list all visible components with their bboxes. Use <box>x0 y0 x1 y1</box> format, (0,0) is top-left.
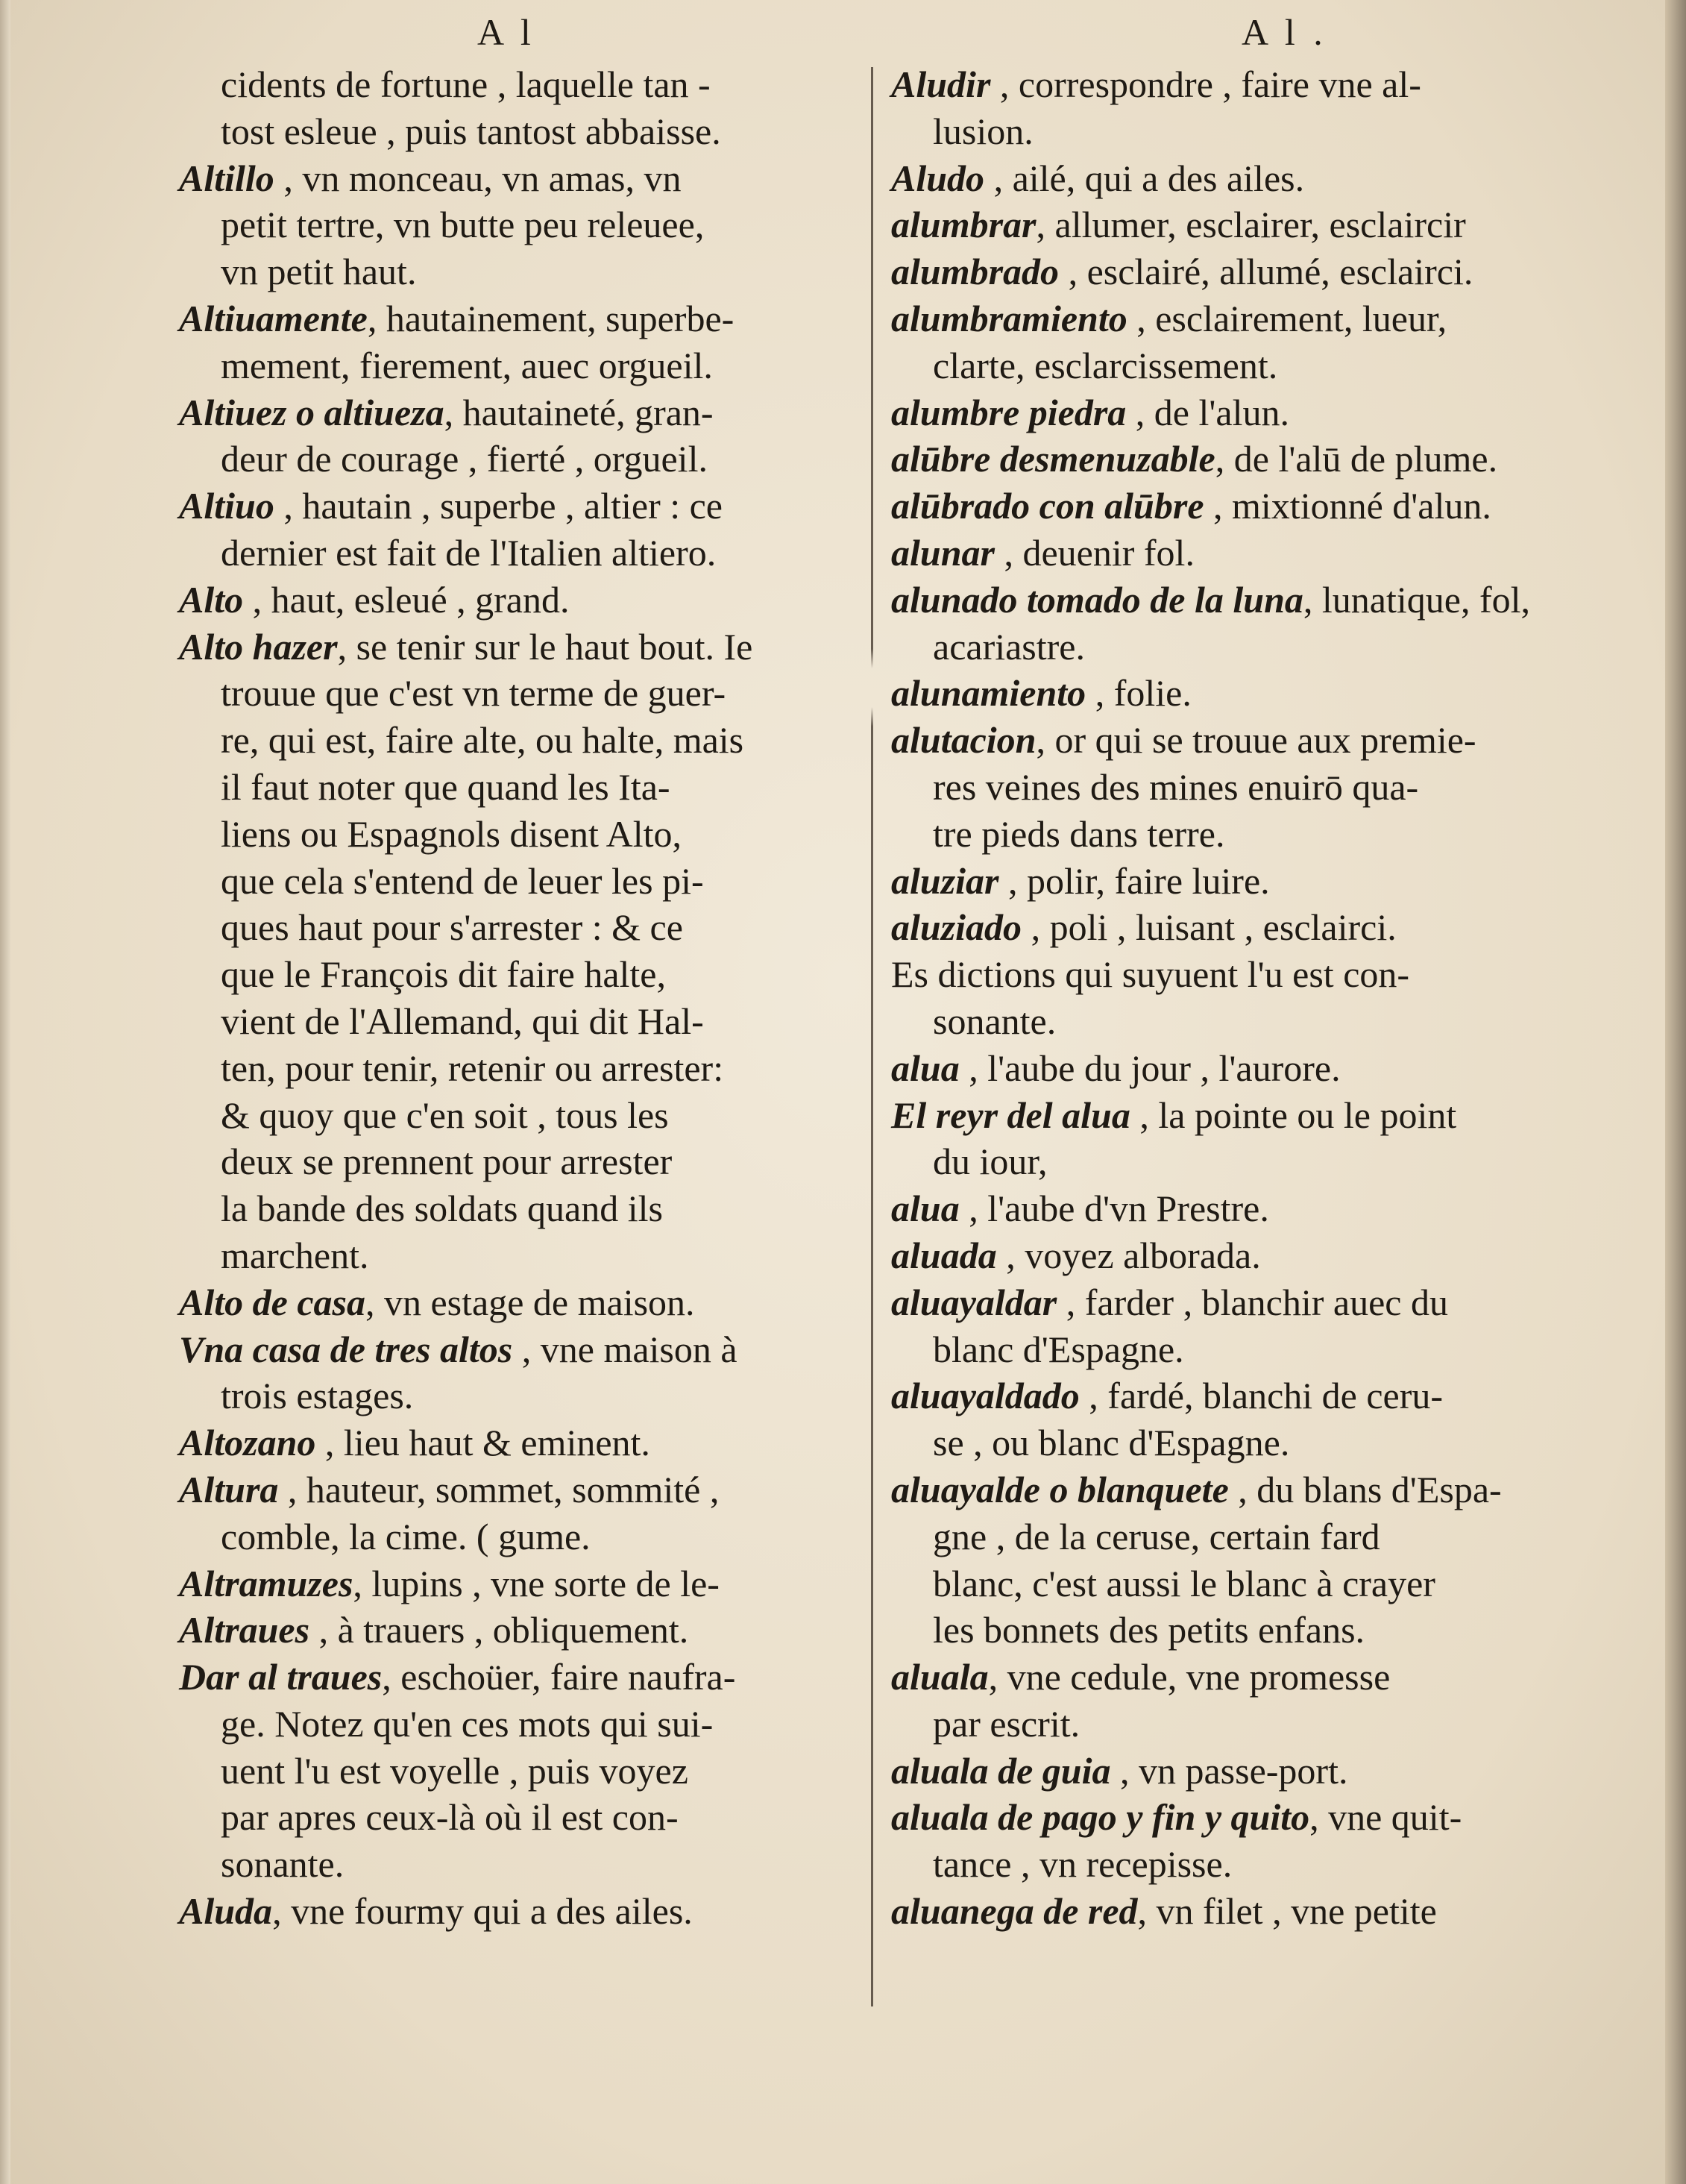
entry-headword: Vna casa de tres altos <box>179 1328 513 1370</box>
entry-text: , de l'alun. <box>1126 391 1289 433</box>
entry-text: les bonnets des petits enfans. <box>933 1609 1365 1651</box>
entry-headword: alumbramiento <box>891 297 1127 339</box>
entry-text: , vn monceau, vn amas, vn <box>274 157 682 199</box>
entry-text: clarte, esclarcissement. <box>933 344 1278 386</box>
dictionary-line <box>179 389 865 436</box>
entry-headword: aluanega de red <box>891 1890 1138 1933</box>
entry-headword: aluayaldar <box>891 1281 1057 1323</box>
entry-text: vient de l'Allemand, qui dit Hal- <box>221 1000 704 1042</box>
dictionary-line <box>179 530 865 577</box>
entry-text: que le François dit faire halte, <box>221 953 666 996</box>
entry-text: , lupins , vne sorte de le- <box>353 1562 720 1604</box>
dictionary-line <box>179 1138 865 1185</box>
page-right-edge <box>1665 0 1686 2184</box>
entry-text: , hautaineté, gran- <box>444 391 714 433</box>
entry-text: , polir, faire luire. <box>998 859 1270 902</box>
entry-text: , haut, esleué , grand. <box>243 578 570 621</box>
entry-headword: alua <box>891 1187 960 1230</box>
dictionary-line <box>891 1794 1592 1841</box>
entry-text: , vne cedule, vne promesse <box>988 1656 1391 1698</box>
page-left-edge <box>0 0 10 2184</box>
entry-headword: alumbrar <box>891 204 1037 246</box>
dictionary-line <box>179 342 865 389</box>
dictionary-line <box>179 1466 865 1513</box>
entry-text: , esclairé, allumé, esclairci. <box>1059 251 1473 293</box>
dictionary-line <box>179 577 865 624</box>
dictionary-line <box>179 1232 865 1279</box>
dictionary-line <box>891 389 1592 436</box>
entry-text: , vne fourmy qui a des ailes. <box>272 1890 693 1933</box>
dictionary-line <box>891 342 1592 389</box>
entry-text: , farder , blanchir auec du <box>1057 1281 1448 1323</box>
entry-headword: Altramuzes <box>179 1562 353 1604</box>
entry-text: dernier est fait de l'Italien altiero. <box>221 531 717 574</box>
dictionary-line <box>891 951 1592 998</box>
dictionary-line <box>179 1748 865 1795</box>
entry-text: , l'aube du jour , l'aurore. <box>959 1046 1341 1089</box>
dictionary-line <box>179 248 865 295</box>
entry-text: , lunatique, fol, <box>1303 578 1530 621</box>
running-head-left: A l <box>477 11 535 53</box>
entry-headword: Altozano <box>179 1422 316 1464</box>
dictionary-line <box>179 201 865 248</box>
entry-text: Es dictions qui suyuent l'u est con- <box>891 953 1410 996</box>
entry-text: liens ou Espagnols disent Alto, <box>221 812 682 855</box>
dictionary-line <box>891 1841 1592 1888</box>
dictionary-line <box>891 577 1592 624</box>
dictionary-line <box>891 530 1592 577</box>
entry-text: , allumer, esclairer, esclaircir <box>1036 204 1466 246</box>
entry-text: , de l'alū de plume. <box>1215 438 1498 480</box>
dictionary-line <box>891 717 1592 764</box>
dictionary-line <box>179 1607 865 1654</box>
entry-text: , à trauers , obliquement. <box>309 1609 689 1651</box>
dictionary-line <box>179 811 865 858</box>
entry-text: par apres ceux-là où il est con- <box>221 1796 679 1839</box>
entry-text: , l'aube d'vn Prestre. <box>959 1187 1269 1230</box>
entry-text: acariastre. <box>933 625 1086 668</box>
dictionary-line <box>891 670 1592 717</box>
entry-text: , hautain , superbe , altier : ce <box>274 485 723 527</box>
column-divider <box>871 67 873 2006</box>
dictionary-line <box>891 1372 1592 1419</box>
entry-text: comble, la cime. ( gume. <box>221 1515 591 1557</box>
entry-text: ge. Notez qu'en ces mots qui sui- <box>221 1702 714 1745</box>
entry-text: uent l'u est voyelle , puis voyez <box>221 1749 688 1792</box>
dictionary-line <box>891 248 1592 295</box>
entry-text: par escrit. <box>933 1702 1081 1745</box>
entry-text: vn petit haut. <box>221 251 417 293</box>
entry-headword: Alto <box>179 578 244 621</box>
entry-text: , esclairement, lueur, <box>1127 297 1447 339</box>
entry-headword: Aluda <box>179 1890 273 1933</box>
dictionary-line <box>891 998 1592 1045</box>
entry-text: blanc d'Espagne. <box>933 1328 1184 1370</box>
dictionary-line <box>179 1419 865 1466</box>
entry-text: ques haut pour s'arrester : & ce <box>221 906 683 949</box>
dictionary-line <box>179 1045 865 1092</box>
dictionary-line <box>179 1092 865 1139</box>
dictionary-line <box>179 1513 865 1560</box>
dictionary-line <box>179 61 865 108</box>
dictionary-line <box>891 1232 1592 1279</box>
dictionary-line <box>179 108 865 155</box>
entry-text: , or qui se trouue aux premie- <box>1036 719 1476 762</box>
entry-text: que cela s'entend de leuer les pi- <box>221 859 704 902</box>
dictionary-line <box>179 1888 865 1935</box>
entry-text: lusion. <box>933 110 1034 152</box>
entry-headword: Alto de casa <box>179 1281 365 1323</box>
entry-text: re, qui est, faire alte, ou halte, mais <box>221 719 744 762</box>
dictionary-line <box>891 1045 1592 1092</box>
dictionary-line <box>179 483 865 530</box>
entry-text: tre pieds dans terre. <box>933 812 1225 855</box>
entry-text: sonante. <box>933 1000 1057 1042</box>
entry-text: sonante. <box>221 1843 345 1886</box>
entry-headword: aluada <box>891 1234 997 1276</box>
entry-text: , deuenir fol. <box>994 531 1195 574</box>
dictionary-line <box>891 1560 1592 1607</box>
entry-headword: aluala <box>891 1656 989 1698</box>
entry-text: res veines des mines enuirō qua- <box>933 765 1419 808</box>
entry-text: & quoy que c'en soit , tous les <box>221 1093 669 1136</box>
entry-headword: alunado tomado de la luna <box>891 578 1303 621</box>
entry-text: , lieu haut & eminent. <box>315 1422 650 1464</box>
entry-text: , hauteur, sommet, sommité , <box>278 1468 720 1510</box>
entry-headword: alutacion <box>891 719 1037 762</box>
entry-text: , la pointe ou le point <box>1130 1093 1457 1136</box>
entry-text: tost esleue , puis tantost abbaisse. <box>221 110 721 152</box>
dictionary-line <box>179 155 865 202</box>
dictionary-line <box>891 1888 1592 1935</box>
entry-text: du iour, <box>933 1140 1048 1183</box>
entry-text: , correspondre , faire vne al- <box>990 63 1421 105</box>
entry-headword: Aludir <box>891 63 991 105</box>
entry-text: , eschoüer, faire naufra- <box>382 1656 736 1698</box>
entry-text: blanc, c'est aussi le blanc à crayer <box>933 1562 1435 1604</box>
dictionary-line <box>891 1513 1592 1560</box>
entry-text: , ailé, qui a des ailes. <box>984 157 1305 199</box>
dictionary-line <box>891 1185 1592 1232</box>
entry-text: se , ou blanc d'Espagne. <box>933 1422 1290 1464</box>
dictionary-line <box>891 436 1592 483</box>
entry-text: petit tertre, vn butte peu releuee, <box>221 204 705 246</box>
dictionary-line <box>179 1560 865 1607</box>
dictionary-line <box>891 108 1592 155</box>
dictionary-line <box>179 717 865 764</box>
entry-text: la bande des soldats quand ils <box>221 1187 663 1230</box>
dictionary-line <box>891 1419 1592 1466</box>
dictionary-line <box>891 1466 1592 1513</box>
right-column <box>891 61 1592 1935</box>
dictionary-line <box>891 1607 1592 1654</box>
dictionary-line <box>179 624 865 671</box>
entry-headword: Alto hazer <box>179 625 338 668</box>
dictionary-line <box>891 764 1592 811</box>
entry-text: deur de courage , fierté , orgueil. <box>221 438 708 480</box>
dictionary-line <box>891 858 1592 905</box>
entry-text: il faut noter que quand les Ita- <box>221 765 670 808</box>
dictionary-line <box>891 295 1592 342</box>
entry-text: trois estages. <box>221 1375 414 1417</box>
dictionary-line <box>179 1701 865 1748</box>
entry-headword: aluziado <box>891 906 1022 949</box>
entry-text: cidents de fortune , laquelle tan - <box>221 63 711 105</box>
dictionary-line <box>179 436 865 483</box>
entry-text: , poli , luisant , esclairci. <box>1022 906 1397 949</box>
entry-headword: alumbrado <box>891 251 1060 293</box>
entry-headword: alumbre piedra <box>891 391 1127 433</box>
dictionary-line <box>891 1092 1592 1139</box>
dictionary-line <box>891 155 1592 202</box>
entry-headword: alūbre desmenuzable <box>891 438 1215 480</box>
entry-text: mement, fierement, auec orgueil. <box>221 344 713 386</box>
dictionary-line <box>179 998 865 1045</box>
dictionary-line <box>179 858 865 905</box>
entry-headword: Altiuamente <box>179 297 368 339</box>
dictionary-line <box>179 1326 865 1373</box>
entry-text: , vne quit- <box>1309 1796 1462 1839</box>
dictionary-line <box>891 1654 1592 1701</box>
dictionary-line <box>891 483 1592 530</box>
entry-headword: Altiuez o altiueza <box>179 391 444 433</box>
entry-headword: aluala de pago y fin y quito <box>891 1796 1310 1839</box>
dictionary-line <box>179 1185 865 1232</box>
entry-headword: alūbrado con alūbre <box>891 485 1204 527</box>
dictionary-line <box>179 1372 865 1419</box>
dictionary-line <box>891 1701 1592 1748</box>
entry-text: , vne maison à <box>512 1328 737 1370</box>
entry-text: , fardé, blanchi de ceru- <box>1079 1375 1444 1417</box>
dictionary-line <box>179 764 865 811</box>
entry-text: , se tenir sur le haut bout. Ie <box>337 625 753 668</box>
entry-text: , vn estage de maison. <box>365 1281 695 1323</box>
dictionary-line <box>891 904 1592 951</box>
entry-headword: El reyr del alua <box>891 1093 1130 1136</box>
entry-headword: alunamiento <box>891 672 1086 715</box>
entry-headword: Dar al traues <box>179 1656 383 1698</box>
entry-headword: Altraues <box>179 1609 310 1651</box>
dictionary-line <box>891 61 1592 108</box>
entry-text: deux se prennent pour arrester <box>221 1140 673 1183</box>
entry-headword: alua <box>891 1046 960 1089</box>
dictionary-line <box>891 201 1592 248</box>
entry-text: ten, pour tenir, retenir ou arrester: <box>221 1046 724 1089</box>
entry-text: gne , de la ceruse, certain fard <box>933 1515 1380 1557</box>
entry-headword: aluayalde o blanquete <box>891 1468 1229 1510</box>
entry-text: trouue que c'est vn terme de guer- <box>221 672 726 715</box>
dictionary-line <box>891 1138 1592 1185</box>
entry-text: , du blans d'Espa- <box>1228 1468 1502 1510</box>
entry-headword: aluayaldado <box>891 1375 1080 1417</box>
entry-text: , mixtionné d'alun. <box>1204 485 1491 527</box>
dictionary-line <box>179 1279 865 1326</box>
dictionary-line <box>179 904 865 951</box>
dictionary-line <box>179 1654 865 1701</box>
entry-headword: Altillo <box>179 157 274 199</box>
left-column <box>179 61 865 1935</box>
entry-text: tance , vn recepisse. <box>933 1843 1233 1886</box>
dictionary-line <box>179 1841 865 1888</box>
entry-text: marchent. <box>221 1234 369 1276</box>
running-head-right: A l . <box>1242 11 1327 53</box>
entry-headword: Altiuo <box>179 485 274 527</box>
entry-text: , vn passe-port. <box>1110 1749 1348 1792</box>
entry-text: , hautainement, superbe- <box>367 297 735 339</box>
dictionary-line <box>891 811 1592 858</box>
entry-headword: aluziar <box>891 859 999 902</box>
dictionary-line <box>179 1794 865 1841</box>
entry-text: , voyez alborada. <box>996 1234 1261 1276</box>
dictionary-line <box>891 1326 1592 1373</box>
dictionary-line <box>891 1279 1592 1326</box>
dictionary-line <box>891 624 1592 671</box>
dictionary-line <box>891 1748 1592 1795</box>
dictionary-line <box>179 951 865 998</box>
entry-headword: aluala de guia <box>891 1749 1111 1792</box>
entry-text: , vn filet , vne petite <box>1137 1890 1437 1933</box>
dictionary-line <box>179 670 865 717</box>
entry-headword: Altura <box>179 1468 279 1510</box>
entry-text: , folie. <box>1086 672 1192 715</box>
entry-headword: Aludo <box>891 157 985 199</box>
dictionary-line <box>179 295 865 342</box>
entry-headword: alunar <box>891 531 995 574</box>
